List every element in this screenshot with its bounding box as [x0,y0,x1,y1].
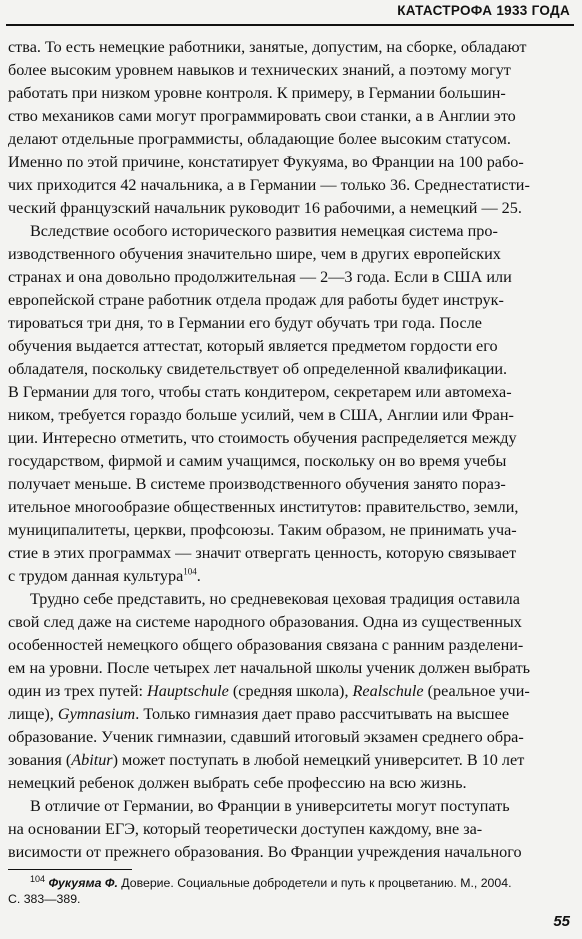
text-line: изводственного обучения значительно шире, чем в других европейских [8,245,501,263]
term-realschule: Realschule [352,682,424,700]
text-line: работать при низком уровне контроля. К примеру, в Германии большин- [8,84,506,102]
text-line: ительное многообразие общественных институтов: правительство, земли, [8,498,519,516]
text-line: особенностей немецкого общего образования связана с ранним разделени- [8,636,524,654]
paragraph-2 [8,220,567,588]
text-line: висимости от прежнего образования. Во Франции учреждения начального [8,843,522,861]
text-fragment: . Только гимназия дает право рассчитывать на высшее [135,705,509,723]
text-line: европейской стране работник отдела продаж для работы будет инструк- [8,291,504,309]
text-line: ство механиков сами могут программировать свои станки, а в Англии это [8,107,516,125]
text-fragment: (средняя школа), [228,682,353,700]
text-line [8,680,567,703]
footnote-reference[interactable]: 104 [183,566,197,577]
term-gymnasium: Gymnasium [57,705,136,723]
text-fragment: лище), [8,705,58,723]
footnote-number: 104 [30,873,46,884]
paragraph-4 [8,795,567,864]
text-line: В отличие от Германии, во Франции в университеты могут поступать [30,797,510,815]
text-line-with-footnote: с трудом данная культура$^{104}$. [8,566,201,585]
text-line: ем на уровни. После четырех лет начальной школы ученик должен выбрать [8,659,531,677]
text-fragment: один из трех путей: [8,682,148,700]
text-line: обучения выдается аттестат, который является предметом гордости его [8,337,498,355]
page-number: 55 [553,913,570,930]
text-line: Именно по этой причине, констатирует Фукуяма, во Франции на 100 рабо- [8,153,524,171]
footnote-text: Доверие. Социальные добродетели и путь к процветанию. М., 2004. [117,876,512,890]
footnote-line [8,875,567,891]
paragraph-1 [8,36,567,220]
text-fragment: (реальное учи- [423,682,530,700]
footnote [8,875,567,907]
footnote-author: Фукуяма Ф. [48,876,118,890]
text-line [8,749,567,772]
text-line: странах и она довольно продолжительная — 2—3 года. Если в США или [8,268,512,286]
text-line: ником, требуется гораздо больше усилий, чем в США, Англии или Фран- [8,406,514,424]
text-line: обладателя, поскольку свидетельствует об определенной квалификации. [8,360,508,378]
text-line: делают отдельные программисты, обладающие более высоким статусом. [8,130,511,148]
text-line [8,703,567,726]
text-line: тироваться три дня, то в Германии его будут обучать три года. После [8,314,482,332]
text-line: государством, фирмой и самим учащимся, поскольку он во время учебы [8,452,507,470]
text-line: на основании ЕГЭ, который теоретически доступен каждому, вне за- [8,820,483,838]
text-line: Вследствие особого исторического развития немецкая система про- [30,222,498,240]
term-abitur: Abitur [71,751,113,769]
footnote-line: С. 383—389. [8,892,81,906]
text-line: немецкий ребенок должен выбрать себе профессию на всю жизнь. [8,774,467,792]
text-fragment: с трудом данная культура [8,567,184,585]
header-rule [6,24,574,26]
text-line: Трудно себе представить, но средневековая цеховая традиция оставила [30,590,520,608]
text-line: образование. Ученик гимназии, сдавший итоговый экзамен среднего обра- [8,728,524,746]
text-line: чих приходится 42 начальника, а в Германии — только 36. Среднестатисти- [8,176,530,194]
text-line: В Германии для того, чтобы стать кондитером, секретарем или автомеха- [8,383,512,401]
text-line: ческий французский начальник руководит 16 рабочими, а немецкий — 25. [8,199,522,217]
paragraph-3 [8,588,567,795]
text-line: более высоким уровнем навыков и технических знаний, а поэтому могут [8,61,511,79]
text-line: стие в этих программах — значит отвергать ценность, которую связывает [8,544,517,562]
main-text [8,36,567,864]
text-line: ции. Интересно отметить, что стоимость обучения распределяется между [8,429,517,447]
footnote-rule [8,869,132,870]
term-hauptschule: Hauptschule [147,682,229,700]
text-line: свой след даже на системе народного образования. Одна из существенных [8,613,522,631]
text-line: получает меньше. В системе производственного обучения занято пораз- [8,475,506,493]
text-fragment: ) может поступать в любой немецкий университет. В 10 лет [112,751,525,769]
text-fragment: зования ( [8,751,72,769]
text-line: ства. То есть немецкие работники, занятые, допустим, на сборке, обладают [8,38,527,56]
text-line: муниципалитеты, церкви, профсоюзы. Таким образом, не принимать уча- [8,521,517,539]
running-head: КАТАСТРОФА 1933 ГОДА [397,3,570,18]
